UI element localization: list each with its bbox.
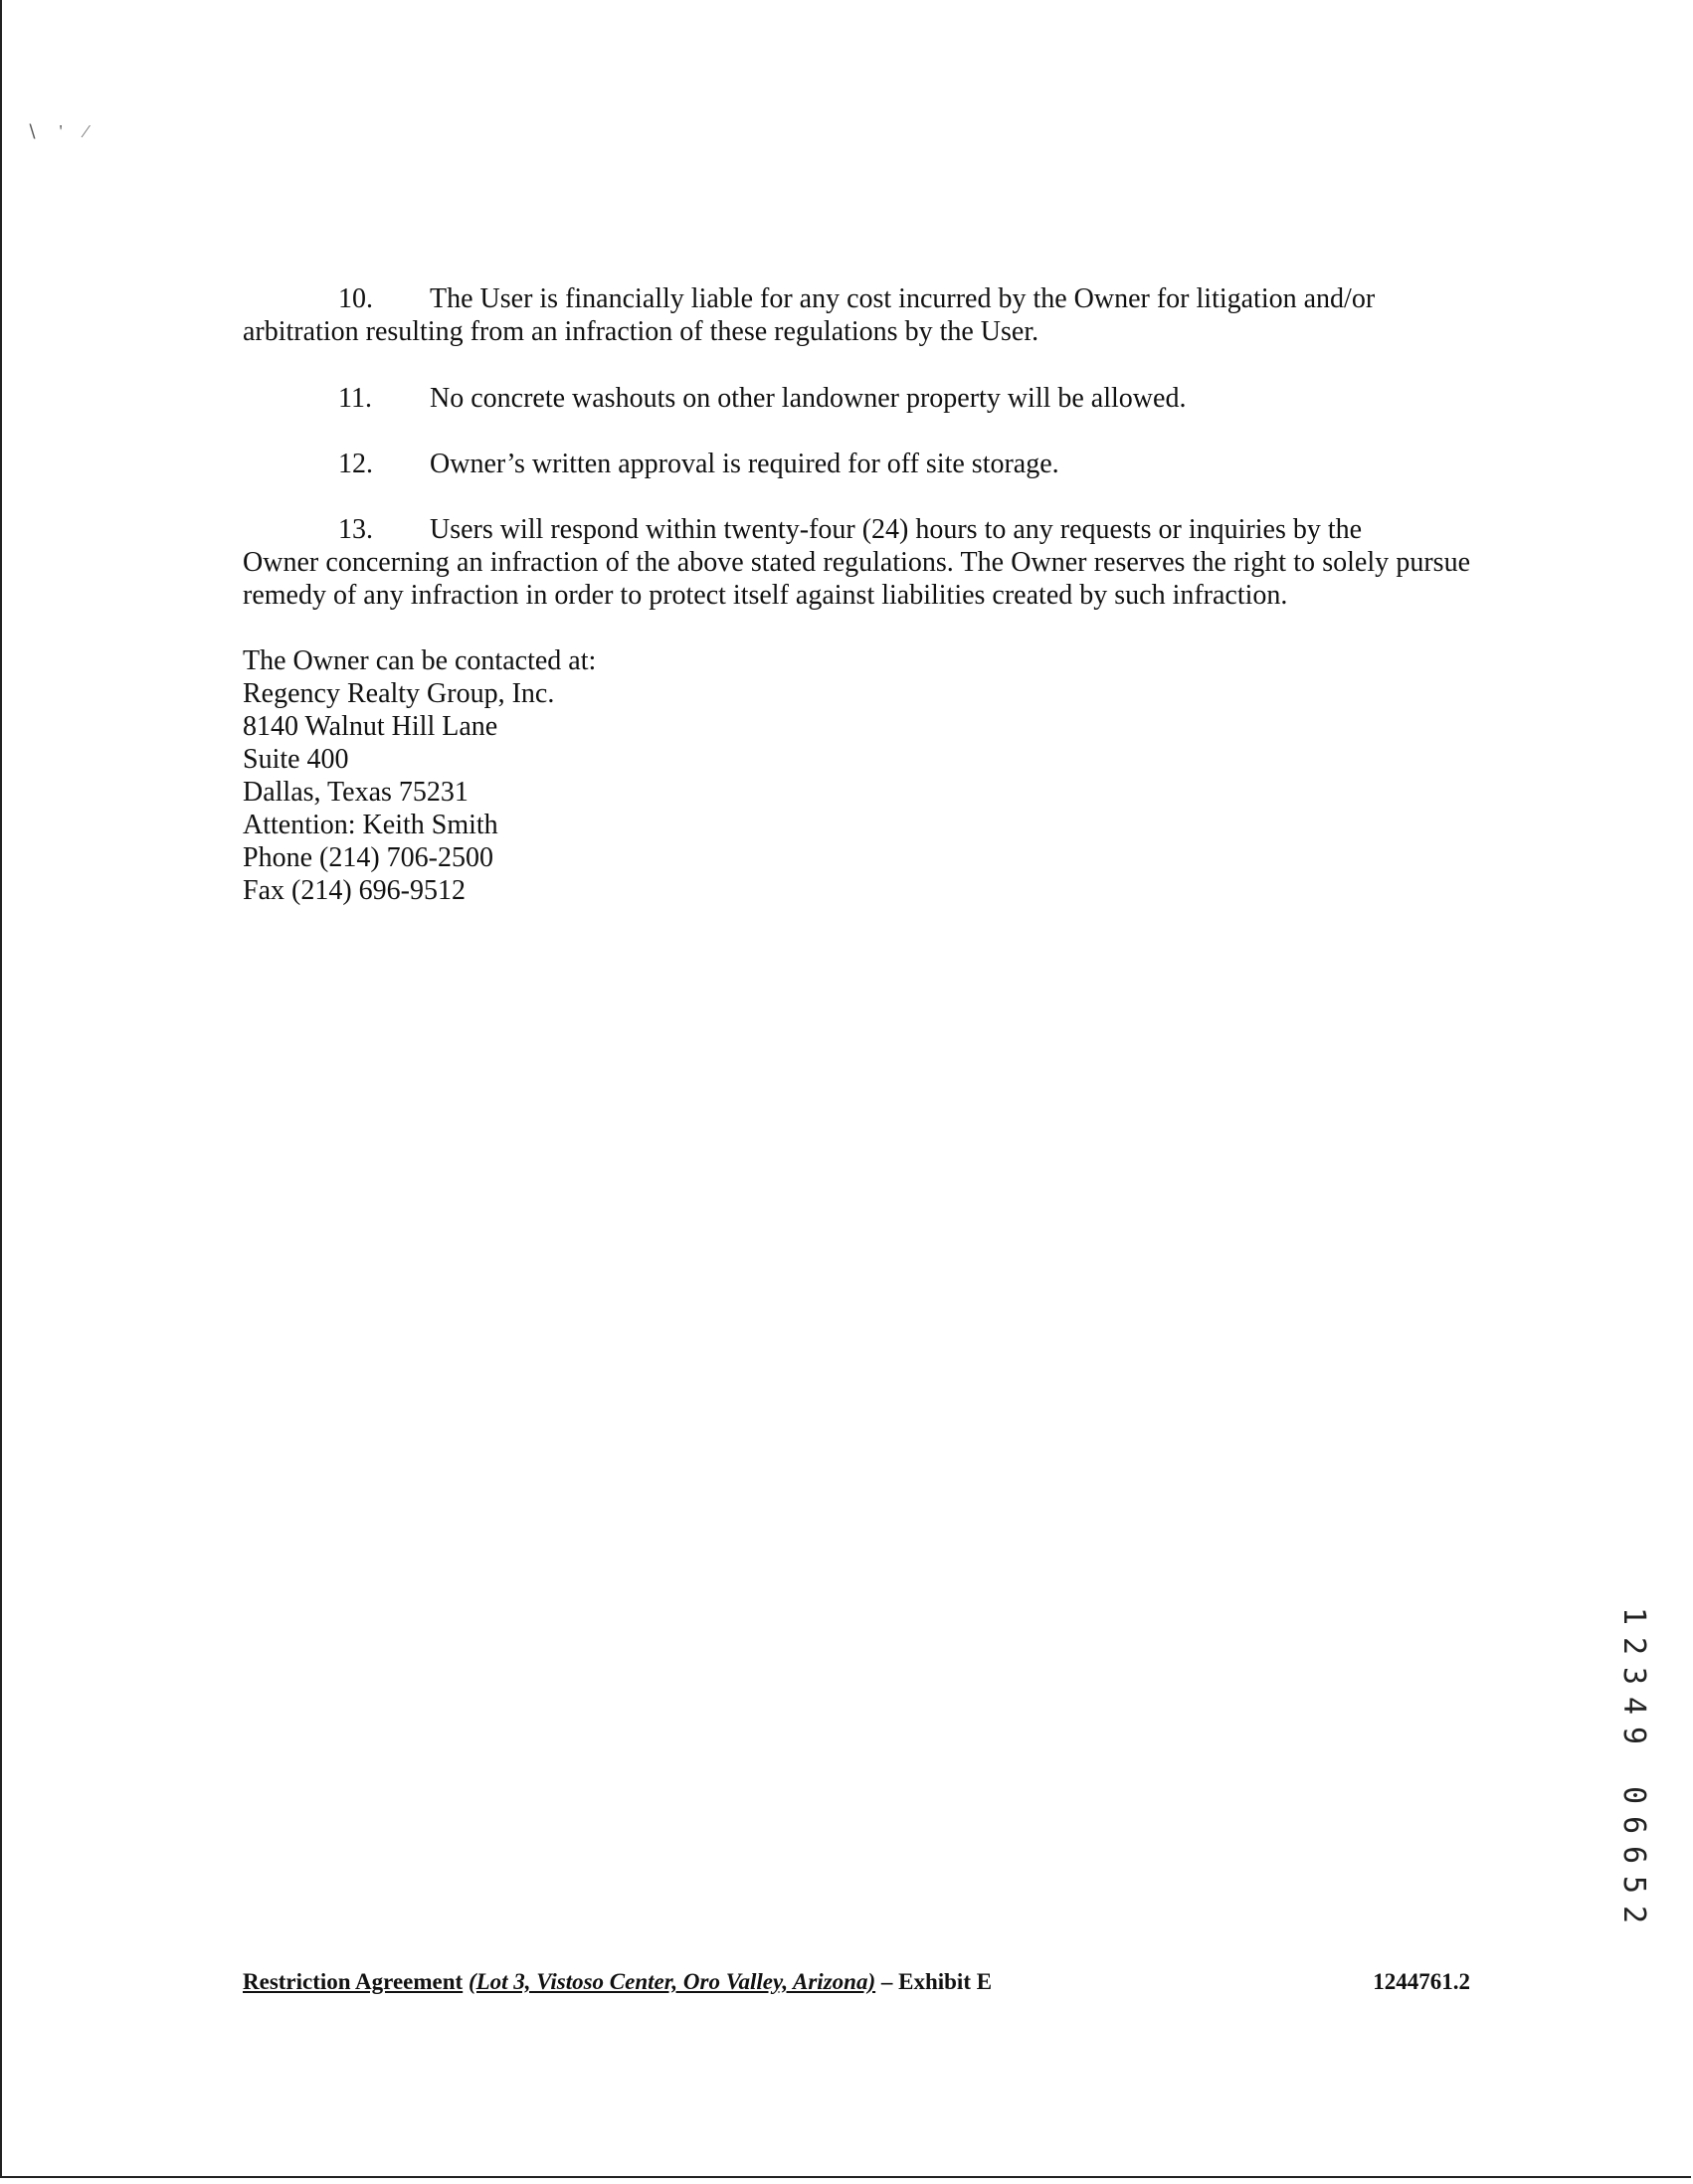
scan-mark: ∖ [26, 121, 60, 141]
paragraph-lead: No concrete washouts on other landowner property will be allowed. [430, 383, 1187, 414]
contact-phone: Phone (214) 706-2500 [243, 842, 493, 873]
contact-fax: Fax (214) 696-9512 [243, 875, 466, 906]
scan-mark: ' [59, 121, 85, 141]
paragraph-continuation: Owner concerning an infraction of the above stated regulations. The Owner reserves the right to solely pursue remedy of any infraction in order to protect itself against liabilities created by such infraction. [243, 547, 1470, 611]
contact-company: Regency Realty Group, Inc. [243, 678, 555, 709]
contact-city: Dallas, Texas 75231 [243, 777, 469, 808]
recording-stamp [1613, 1601, 1653, 1924]
paragraph-continuation: arbitration resulting from an infraction of these regulations by the User. [243, 316, 1039, 347]
contact-suite: Suite 400 [243, 744, 349, 775]
stamp-digit: 9 [1616, 1726, 1651, 1745]
paragraph-number: 13. [338, 514, 373, 545]
stamp-digit: 6 [1616, 1845, 1651, 1865]
paragraph-lead: Owner’s written approval is required for off site storage. [430, 449, 1059, 479]
stamp-digit: 2 [1616, 1905, 1651, 1924]
paragraph-number: 12. [338, 449, 373, 479]
footer-title: Restriction Agreement [243, 1969, 464, 1994]
scan-mark: ⁄ [84, 121, 109, 141]
scan-marks [26, 121, 109, 142]
paragraph-11 [243, 382, 1470, 415]
paragraph-lead: The User is financially liable for any cost incurred by the Owner for litigation and/or [430, 283, 1376, 314]
stamp-digit: 3 [1616, 1666, 1651, 1686]
owner-contact-block [243, 644, 1138, 907]
contact-attention: Attention: Keith Smith [243, 810, 498, 840]
paragraph-13 [243, 513, 1470, 612]
paragraph-lead: Users will respond within twenty-four (24) hours to any requests or inquiries by the [430, 514, 1363, 545]
footer-location: (Lot 3, Vistoso Center, Oro Valley, Arizona) [468, 1969, 876, 1994]
contact-street: 8140 Walnut Hill Lane [243, 711, 498, 742]
stamp-digit: 4 [1616, 1696, 1651, 1716]
paragraph-number: 10. [338, 283, 373, 314]
footer-document-title [243, 1969, 992, 1994]
paragraph-12 [243, 448, 1470, 480]
footer-document-number: 1244761.2 [1373, 1969, 1470, 1994]
stamp-digit: 1 [1616, 1606, 1651, 1626]
contact-intro: The Owner can be contacted at: [243, 645, 597, 676]
stamp-digit: 2 [1616, 1636, 1651, 1656]
footer-exhibit: – Exhibit E [880, 1969, 993, 1994]
page-footer [243, 1969, 1470, 1995]
stamp-digit: 5 [1616, 1875, 1651, 1895]
stamp-digit: 6 [1616, 1815, 1651, 1835]
stamp-digit: 0 [1616, 1785, 1651, 1805]
paragraph-10 [243, 282, 1470, 348]
paragraph-number: 11. [338, 383, 372, 414]
